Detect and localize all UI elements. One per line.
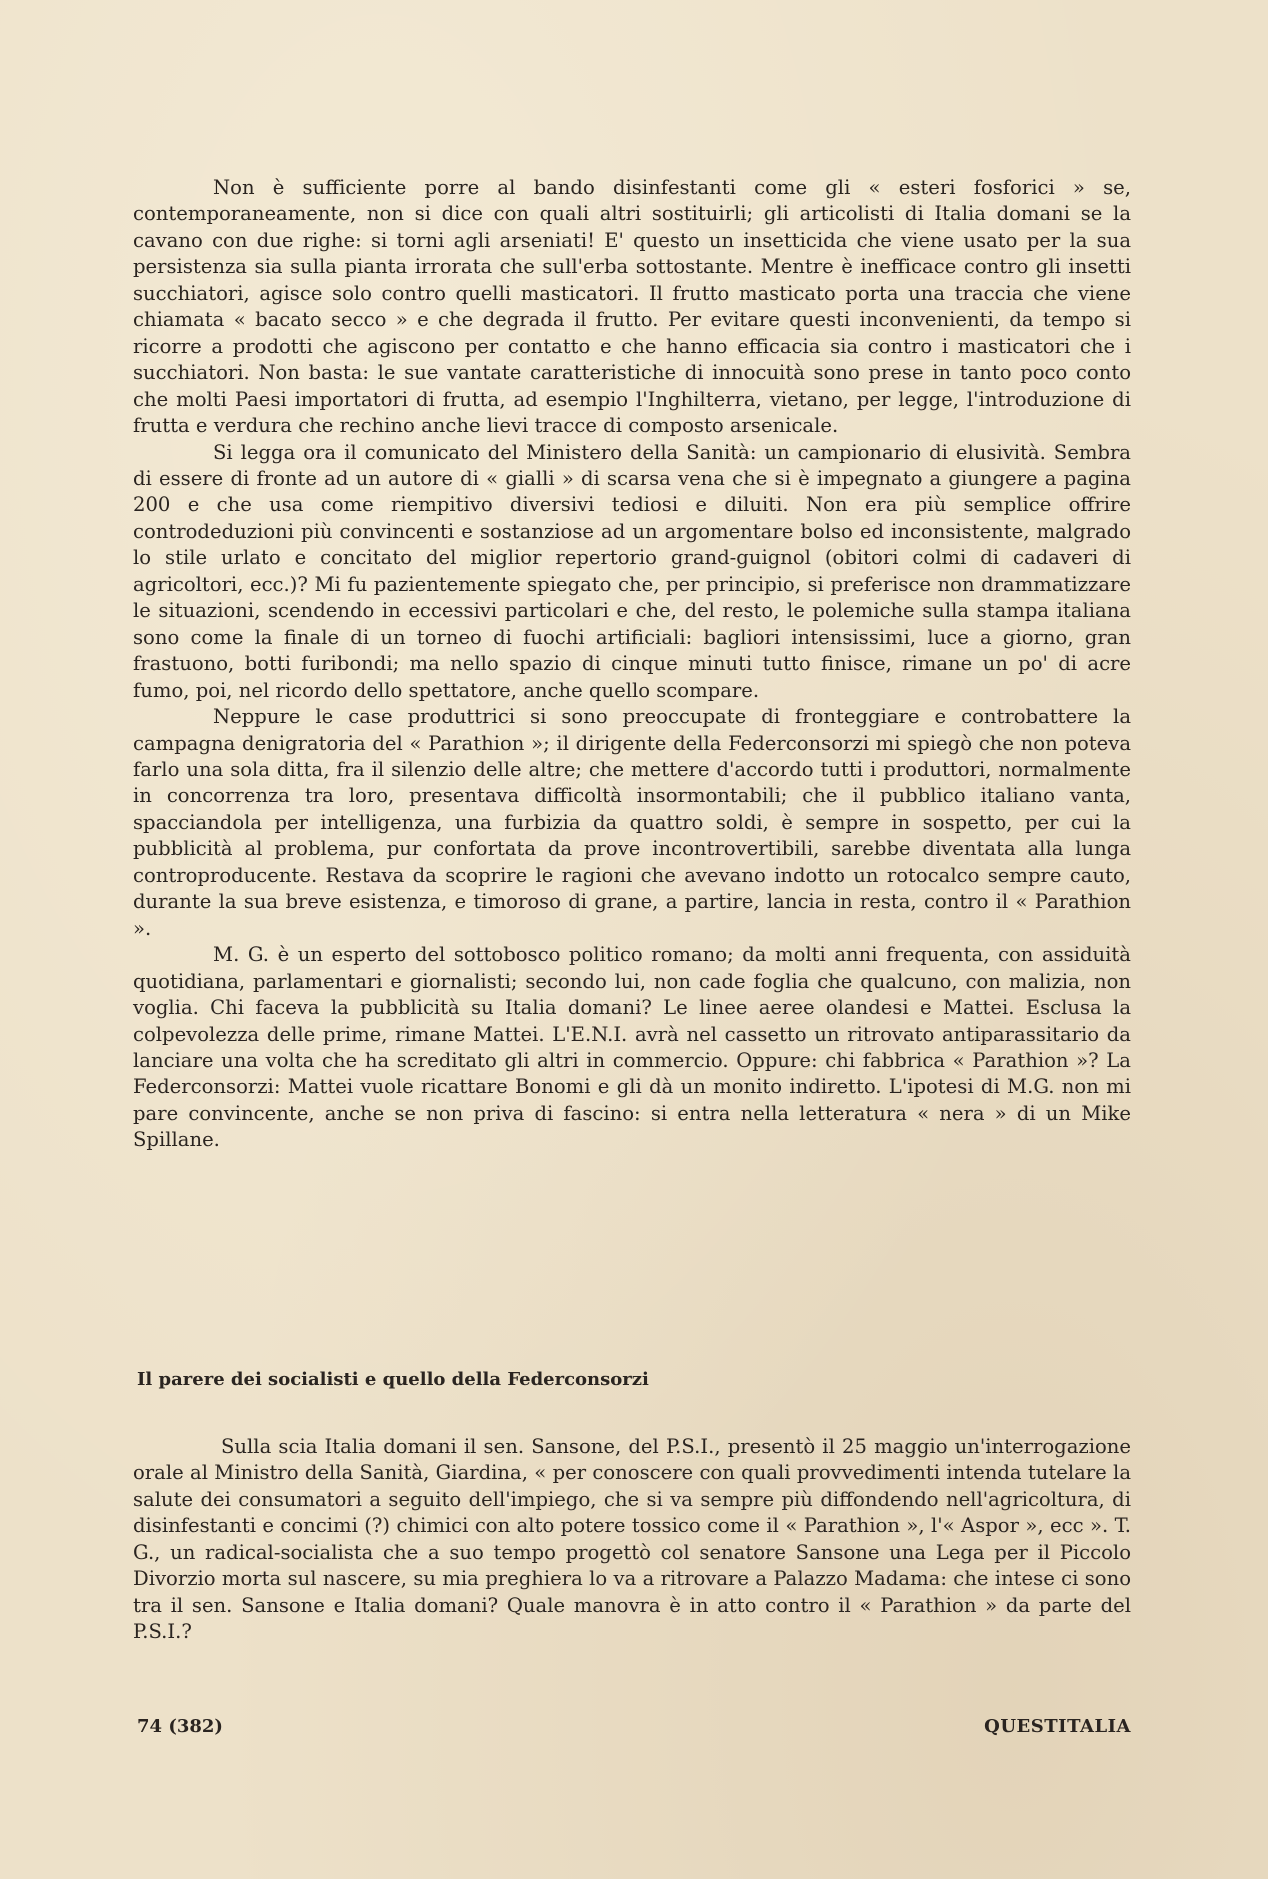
body-text bbox=[133, 175, 1131, 1154]
paragraph-3: Neppure le case produttrici si sono preoccupate di fronteggiare e controbattere la campagna denigratoria del « Parathion »; il dirigente della Federconsorzi mi spiegò che non poteva farlo una sola ditta, fra il silenzio delle altre; che mettere d'accordo tutti i produttori, normalmente in concorrenza tra loro, presentava difficoltà insormontabili; che il pubblico italiano vanta, spacciandola per intelligenza, una furbizia da quattro soldi, è sempre in sospetto, per cui la pubblicità al problema, pur confortata da prove incontrovertibili, sarebbe diventata alla lunga controproducente. Restava da scoprire le ragioni che avevano indotto un rotocalco sempre cauto, durante la sua breve esistenza, e timoroso di grane, a partire, lancia in resta, contro il « Parathion ». bbox=[133, 705, 1131, 940]
paragraph-1: Non è sufficiente porre al bando disinfestanti come gli « esteri fosforici » se, contemporaneamente, non si dice con quali altri sostituirli; gli articolisti di Italia domani se la cavano con due righe: si torni agli arseniati! E' questo un insetticida che viene usato per la sua persistenza sia sulla pianta irrorata che sull'erba sottostante. Mentre è inefficace contro gli insetti succhiatori, agisce solo contro quelli masticatori. Il frutto masticato porta una traccia che viene chiamata « bacato secco » e che degrada il frutto. Per evitare questi inconvenienti, da tempo si ricorre a prodotti che agiscono per contatto e che hanno efficacia sia contro i masticatori che i succhiatori. Non basta: le sue vantate caratteristiche di innocuità sono prese in tanto poco conto che molti Paesi importatori di frutta, ad esempio l'Inghilterra, vietano, per legge, l'introduzione di frutta e verdura che rechino anche lievi tracce di composto arsenicale. bbox=[133, 176, 1131, 438]
journal-name: QUESTITALIA bbox=[984, 1716, 1131, 1737]
section-paragraph-1: Sulla scia Italia domani il sen. Sansone, del P.S.I., presentò il 25 maggio un'interrogazione orale al Ministro della Sanità, Giardina, « per conoscere con quali provvedimenti intenda tutelare la salute dei consumatori a seguito dell'impiego, che si va sempre più diffondendo nell'agricoltura, di disinfestanti e concimi (?) chimici con alto potere tossico come il « Parathion », l'« Aspor », ecc ». T. G., un radical-socialista che a suo tempo progettò col senatore Sansone una Lega per il Piccolo Divorzio morta sul nascere, su mia preghiera lo va a ritrovare a Palazzo Madama: che intese ci sono tra il sen. Sansone e Italia domani? Quale manovra è in atto contro il « Parathion » da parte del P.S.I.? bbox=[133, 1435, 1131, 1644]
paragraph-2: Si legga ora il comunicato del Ministero della Sanità: un campionario di elusività. Sembra di essere di fronte ad un autore di « gialli » di scarsa vena che si è impegnato a giungere a pagina 200 e che usa come riempitivo diversivi tediosi e diluiti. Non era più semplice offrire controdeduzioni più convincenti e sostanziose ad un argomentare bolso ed inconsistente, malgrado lo stile urlato e concitato del miglior repertorio grand-guignol (obitori colmi di cadaveri di agricoltori, ecc.)? Mi fu pazientemente spiegato che, per principio, si preferisce non drammatizzare le situazioni, scendendo in eccessivi particolari e che, del resto, le polemiche sulla stampa italiana sono come la finale di un torneo di fuochi artificiali: bagliori intensissimi, luce a giorno, gran frastuono, botti furibondi; ma nello spazio di cinque minuti tutto finisce, rimane un po' di acre fumo, poi, nel ricordo dello spettatore, anche quello scompare. bbox=[133, 440, 1131, 702]
page-number: 74 (382) bbox=[137, 1716, 223, 1737]
section-text bbox=[133, 1434, 1131, 1646]
section-heading: Il parere dei socialisti e quello della Federconsorzi bbox=[137, 1369, 649, 1390]
paragraph-4: M. G. è un esperto del sottobosco politico romano; da molti anni frequenta, con assiduità quotidiana, parlamentari e giornalisti; secondo lui, non cade foglia che qualcuno, con malizia, non voglia. Chi faceva la pubblicità su Italia domani? Le linee aeree olandesi e Mattei. Esclusa la colpevolezza delle prime, rimane Mattei. L'E.N.I. avrà nel cassetto un ritrovato antiparassitario da lanciare una volta che ha screditato gli altri in commercio. Oppure: chi fabbrica « Parathion »? La Federconsorzi: Mattei vuole ricattare Bonomi e gli dà un monito indiretto. L'ipotesi di M.G. non mi pare convincente, anche se non priva di fascino: si entra nella letteratura « nera » di un Mike Spillane. bbox=[133, 943, 1131, 1152]
